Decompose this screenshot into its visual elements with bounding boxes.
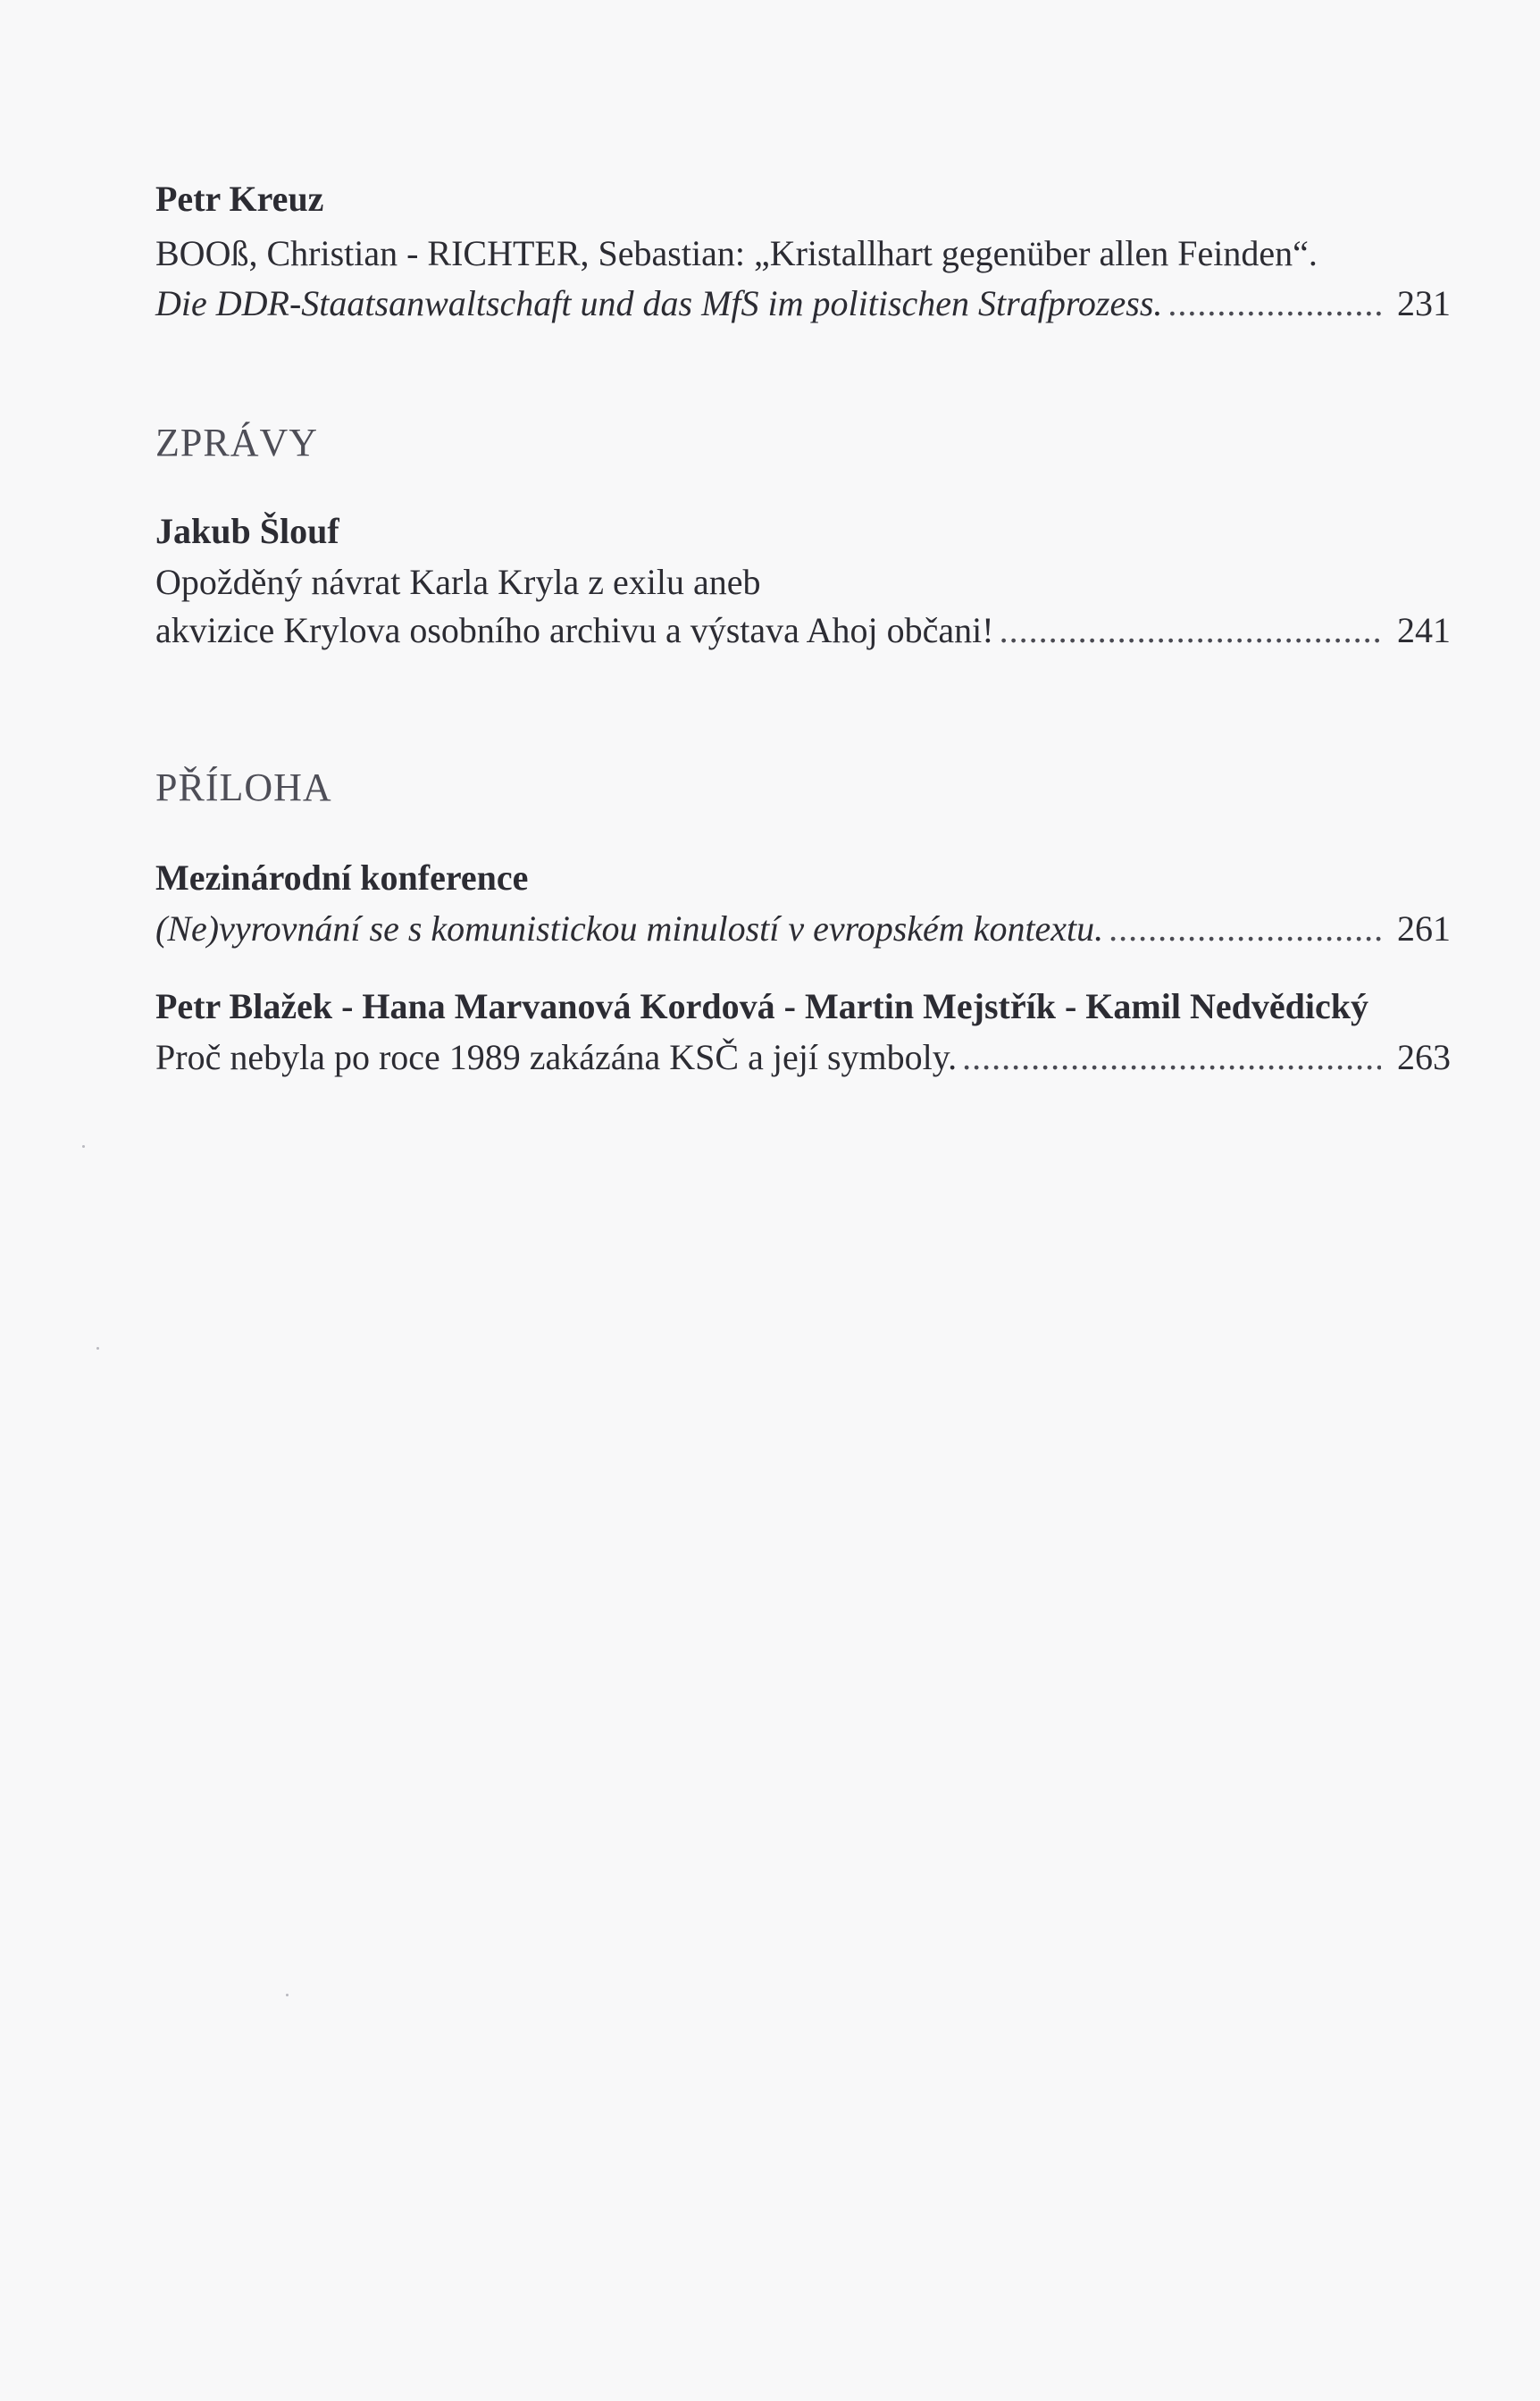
entry-title-part-1: BOOß, Christian - RICHTER, Sebastian: „Kristallhart gegenüber allen Feinden“. — [155, 233, 1318, 273]
section-appendix — [155, 761, 1451, 1084]
leader-dots — [962, 1031, 1381, 1084]
entry-title-line — [155, 902, 1451, 956]
toc-entry-kreuz — [155, 175, 1451, 330]
leader-dots — [1000, 604, 1381, 657]
page-number: 231 — [1397, 283, 1451, 323]
entry-author: Jakub Šlouf — [155, 511, 339, 551]
page-number: 263 — [1397, 1037, 1451, 1077]
entry-title-part-2: akvizice Krylova osobního archivu a výstava Ahoj občani! — [155, 610, 994, 650]
entry-title-line-1: Opožděný návrat Karla Kryla z exilu aneb — [155, 562, 761, 602]
entry-title-part-2: Die DDR-Staatsanwaltschaft und das MfS im politischen Strafprozess. — [155, 283, 1163, 323]
entry-title-line-1 — [155, 227, 1451, 280]
toc-entry-kss-symbols — [155, 983, 1451, 1084]
entry-title: Proč nebyla po roce 1989 zakázána KSČ a její symboly. — [155, 1037, 958, 1077]
toc-entry-conference — [155, 854, 1451, 956]
entry-title-line-2 — [155, 604, 1451, 657]
scan-speck — [96, 1347, 99, 1350]
leader-dots — [1109, 902, 1381, 956]
entry-author: Petr Blažek - Hana Marvanová Kordová - Martin Mejstřík - Kamil Nedvědický — [155, 986, 1368, 1026]
leader-dots — [1168, 277, 1381, 330]
scan-speck — [286, 1994, 289, 1996]
entry-author: Mezinárodní konference — [155, 858, 529, 898]
section-news — [155, 416, 1451, 657]
entry-title-line — [155, 1031, 1451, 1084]
scan-speck — [82, 1145, 85, 1148]
entry-author: Petr Kreuz — [155, 179, 324, 219]
section-heading: ZPRÁVY — [155, 421, 319, 464]
entry-title-line-2 — [155, 277, 1451, 330]
section-heading: PŘÍLOHA — [155, 765, 332, 809]
page-number: 261 — [1397, 908, 1451, 949]
page-number: 241 — [1397, 610, 1451, 650]
entry-title: (Ne)vyrovnání se s komunistickou minulostí v evropském kontextu. — [155, 908, 1104, 949]
